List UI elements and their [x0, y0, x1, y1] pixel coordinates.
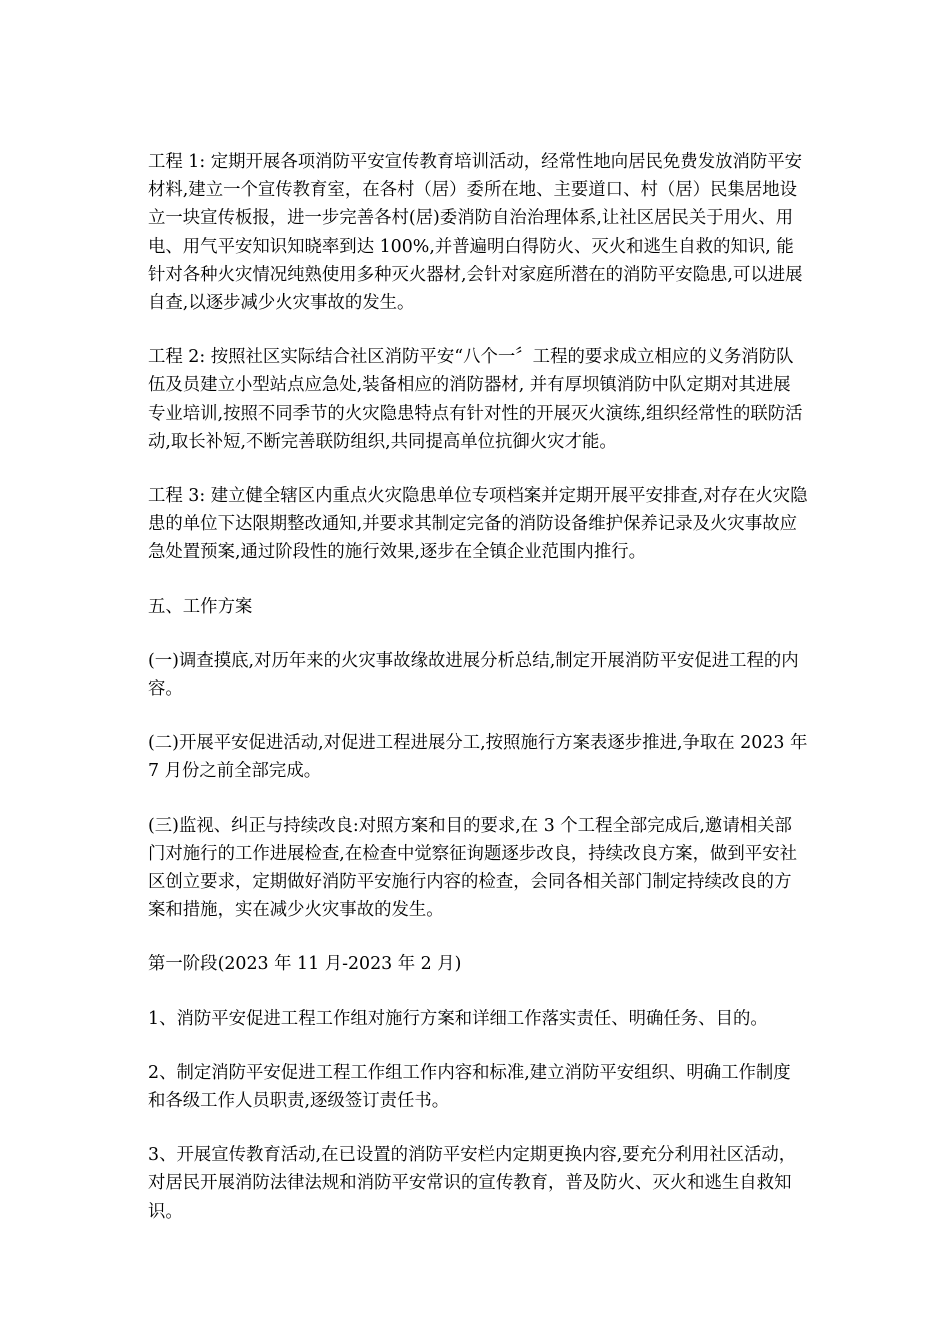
paragraph-plan-1: (一)调查摸底,对历年来的火灾事故缘故进展分析总结,制定开展消防平安促进工程的内容。: [148, 650, 799, 700]
phase-item-3: 3、开展宣传教育活动,在已设置的消防平安栏内定期更换内容,要充分利用社区活动，对居民开展消防法律法规和消防平安常识的宣传教育，普及防火、灭火和逃生自救知识。: [148, 1145, 797, 1222]
section-heading-work-plan: 五、工作方案: [148, 596, 253, 617]
document-body: [148, 148, 808, 1252]
paragraph-plan-3: (三)监视、纠正与持续改良:对照方案和目的要求,在 3 个工程全部完成后,邀请相关部门对施行的工作进展检查,在检查中觉察征询题逐步改良，持续改良方案，做到平安社区创立要求，定期做好消防平安施行内容的检查，会同各相关部门制定持续改良的方案和措施，实在减少火灾事故的发生。: [148, 815, 797, 921]
phase-item-1: 1、消防平安促进工程工作组对施行方案和详细工作落实责任、明确任务、目的。: [148, 1008, 768, 1029]
phase-item-2: 2、制定消防平安促进工程工作组工作内容和标准,建立消防平安组织、明确工作制度和各级工作人员职责,逐级签订责任书。: [148, 1062, 791, 1112]
phase-heading-first: 第一阶段(2023 年 11 月-2023 年 2 月): [148, 954, 462, 975]
paragraph-plan-2: (二)开展平安促进活动,对促进工程进展分工,按照施行方案表逐步推进,争取在 2023 年 7 月份之前全部完成。: [148, 733, 808, 782]
paragraph-project-2: 工程 2: 按照社区实际结合社区消防平安“八个一〞工程的要求成立相应的义务消防队伍及员建立小型站点应急处,装备相应的消防器材, 并有厚坝镇消防中队定期对其进展专业培训,按照不同季节的火灾隐患特点有针对性的开展灭火演练,组织经常性的联防活动,取长补短,不断完善联防组织,共同提高单位抗御火灾才能。: [148, 347, 803, 452]
paragraph-project-3: 工程 3: 建立健全辖区内重点火灾隐患单位专项档案并定期开展平安排查,对存在火灾隐患的单位下达限期整改通知,并要求其制定完备的消防设备维护保养记录及火灾事故应急处置预案,通过阶段性的施行效果,逐步在全镇企业范围内推行。: [148, 486, 808, 563]
paragraph-project-1: 工程 1: 定期开展各项消防平安宣传教育培训活动，经常性地向居民免费发放消防平安材料,建立一个宣传教育室，在各村（居）委所在地、主要道口、村（居）民集居地设立一块宣传板报，进一步完善各村(居)委消防自治治理体系,让社区居民关于用火、用电、用气平安知识知晓率到达 100%,并普遍明白得防火、灭火和逃生自救的知识, 能针对各种火灾情况纯熟使用多种灭火器材,会针对家庭所潜在的消防平安隐患,可以进展自查,以逐步减少火灾事故的发生。: [148, 152, 803, 314]
